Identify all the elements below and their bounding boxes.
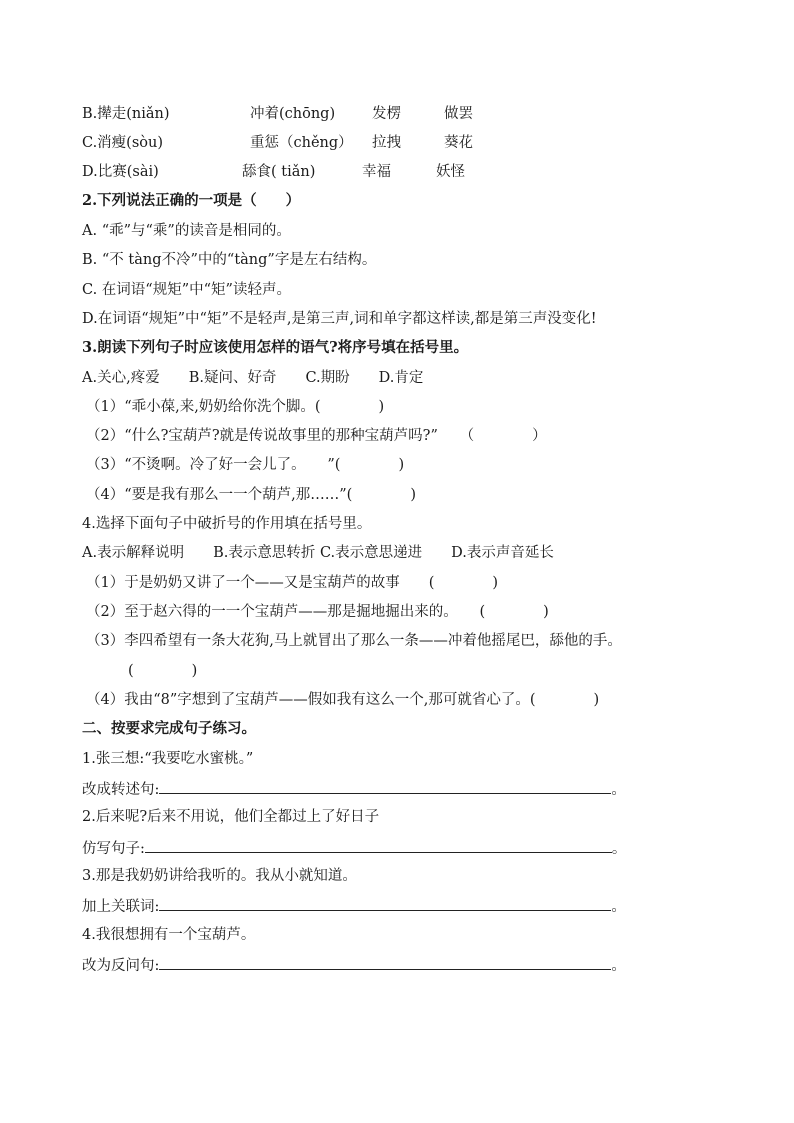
answer-blank[interactable] [159,954,611,970]
question-2-option-d: D.在词语“规矩”中“矩”不是轻声,是第三声,词和单字都这样读,都是第三声没变化! [82,311,597,327]
option-d-word4: 妖怪 [436,164,465,180]
option-b-word2: 冲着(chōng) [250,106,336,122]
question-3-title: 3.朗读下列句子时应该使用怎样的语气?将序号填在括号里。 [82,339,469,356]
option-c-word2: 重惩（chěng） [250,135,353,151]
answer-period: 。 [611,899,626,915]
option-d-word3: 幸福 [362,164,391,180]
answer-prompt: 加上关联词: [82,899,160,915]
part-2-item-4: 4.我很想拥有一个宝葫芦。 [82,927,256,943]
option-c-word1: C.消瘦(sòu) [82,135,164,151]
question-3-choices: A.关心,疼爱 B.疑问、好奇 C.期盼 D.肯定 [82,370,424,386]
question-3-sentence-2: （2）“什么?宝葫芦?就是传说故事里的那种宝葫芦吗?” （ ） [86,428,547,444]
question-3-sentence-1: （1）“乖小葆,来,奶奶给你洗个脚。( ) [86,399,385,415]
option-b-word4: 做罢 [444,106,473,122]
question-3-sentence-4: （4）“要是我有那么一一个葫芦,那……”( ) [86,487,416,503]
question-2-option-b: B. “不 tàng不冷”中的“tàng”字是左右结构。 [82,252,377,268]
question-4-sentence-1: （1）于是奶奶又讲了一个——又是宝葫芦的故事 ( ) [86,575,499,591]
answer-blank[interactable] [159,778,611,794]
option-b-word1: B.撵走(niǎn) [82,106,170,122]
part-2-item-2: 2.后来呢?后来不用说，他们全都过上了好日子 [82,809,380,825]
answer-prompt: 仿写句子: [82,841,145,857]
question-4-sentence-2: （2）至于赵六得的一一个宝葫芦——那是掘地掘出来的。 ( ) [86,604,549,620]
part-2-item-3-answer-row [82,895,626,915]
part-2-item-1: 1.张三想:“我要吃水蜜桃。” [82,751,254,767]
part-2-item-2-answer-row [82,837,626,857]
answer-period: 。 [611,958,626,974]
answer-period: 。 [611,782,626,798]
answer-blank[interactable] [145,837,612,853]
question-2-option-c: C. 在词语“规矩”中“矩”读轻声。 [82,282,291,298]
question-3-sentence-3: （3）“不烫啊。冷了好一会儿了。 ”( ) [86,457,405,473]
question-4-sentence-3-bracket: ( ) [128,663,198,679]
question-4-sentence-4: （4）我由“8”字想到了宝葫芦——假如我有这么一个,那可就省心了。( ) [86,692,600,708]
question-2-title: 2.下列说法正确的一项是（ ） [82,192,301,209]
option-c-word3: 拉拽 [372,135,401,151]
option-b-word3: 发楞 [372,106,401,122]
part-2-title: 二、按要求完成句子练习。 [82,720,256,737]
option-d-word2: 舔食( tiǎn) [242,164,316,180]
question-4-title: 4.选择下面句子中破折号的作用填在括号里。 [82,516,372,532]
answer-period: 。 [611,841,627,857]
option-c-word4: 葵花 [444,135,473,151]
part-2-item-1-answer-row [82,778,626,798]
question-4-choices: A.表示解释说明 B.表示意思转折 C.表示意思递进 D.表示声音延长 [82,545,554,561]
question-2-option-a: A. “乖”与“乘”的读音是相同的。 [82,223,291,239]
answer-prompt: 改成转述句: [82,782,160,798]
question-4-sentence-3: （3）李四希望有一条大花狗,马上就冒出了那么一条——冲着他摇尾巴，舔他的手。 [86,633,622,649]
part-2-item-3: 3.那是我奶奶讲给我听的。我从小就知道。 [82,868,357,884]
part-2-item-4-answer-row [82,954,626,974]
answer-blank[interactable] [159,895,611,911]
option-d-word1: D.比赛(sài) [82,164,159,180]
answer-prompt: 改为反问句: [82,958,160,974]
